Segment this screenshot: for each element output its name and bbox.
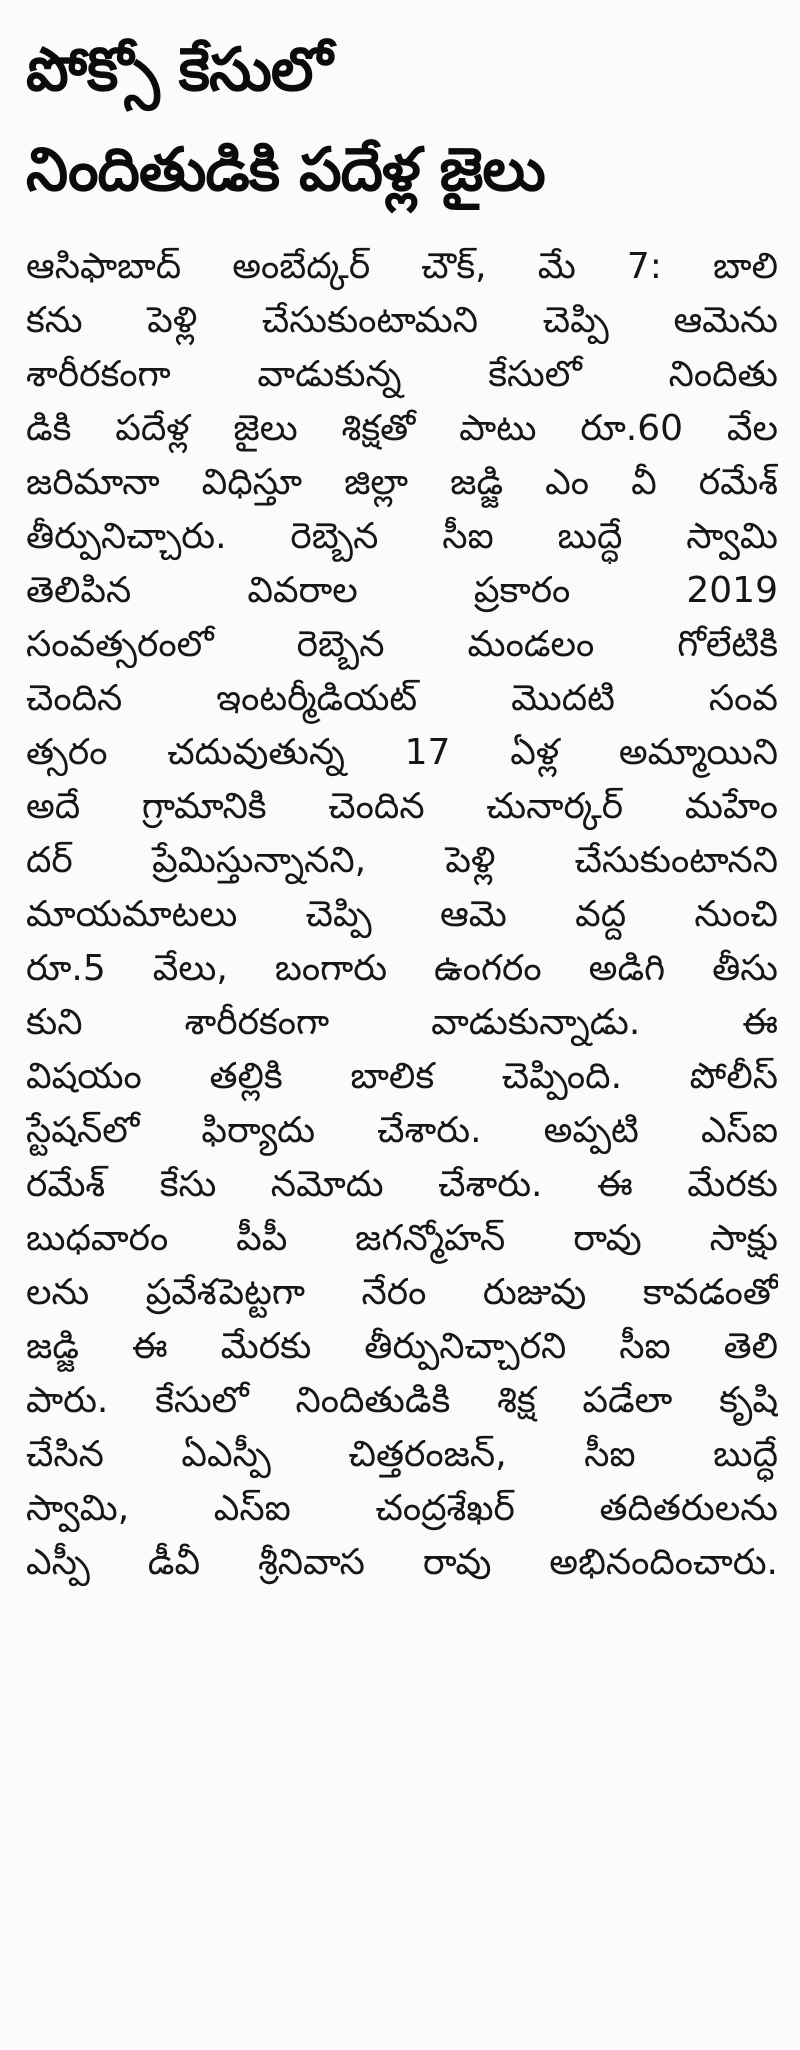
body-line-20: లను ప్రవేశపెట్టగా నేరం రుజువు కావడంతో xyxy=(26,1272,778,1313)
body-line-1: ఆసిఫాబాద్ అంబేద్కర్ చౌక్, మే 7: బాలి xyxy=(26,246,778,287)
body-line-4: డికి పదేళ్ల జైలు శిక్షతో పాటు రూ.60 వేల xyxy=(26,408,778,449)
body-line-21: జడ్జి ఈ మేరకు తీర్పునిచ్చారని సీఐ తెలి xyxy=(26,1326,778,1367)
body-line-3: శారీరకంగా వాడుకున్న కేసులో నిందితు xyxy=(26,354,778,395)
body-line-12: దర్ ప్రేమిస్తున్నానని, పెళ్లి చేసుకుంటానని xyxy=(26,840,778,881)
body-line-5: జరిమానా విధిస్తూ జిల్లా జడ్జి ఎం వీ రమేశ్ xyxy=(26,462,778,503)
body-line-24: స్వామి, ఎస్ఐ చంద్రశేఖర్ తదితరులను xyxy=(26,1488,778,1529)
headline-line-1: పోక్సో కేసులో xyxy=(26,35,332,105)
body-line-8: సంవత్సరంలో రెబ్బెన మండలం గోలేటికి xyxy=(26,624,778,665)
body-line-25: ఎస్పీ డీవీ శ్రీనివాస రావు అభినందించారు. xyxy=(26,1542,778,1583)
body-line-19: బుధవారం పీపీ జగన్మోహన్ రావు సాక్షు xyxy=(26,1218,778,1259)
headline xyxy=(26,20,778,220)
body-line-15: కుని శారీరకంగా వాడుకున్నాడు. ఈ xyxy=(26,1002,778,1043)
body-line-10: త్సరం చదువుతున్న 17 ఏళ్ల అమ్మాయిని xyxy=(26,732,778,773)
body-line-14: రూ.5 వేలు, బంగారు ఉంగరం అడిగి తీసు xyxy=(26,948,778,989)
body-line-22: పారు. కేసులో నిందితుడికి శిక్ష పడేలా కృషి xyxy=(26,1380,778,1421)
article-body xyxy=(26,240,778,1590)
body-line-23: చేసిన ఏఎస్పీ చిత్తరంజన్, సీఐ బుద్ధే xyxy=(26,1434,778,1475)
body-line-9: చెందిన ఇంటర్మీడియట్ మొదటి సంవ xyxy=(26,678,778,719)
body-line-2: కను పెళ్లి చేసుకుంటామని చెప్పి ఆమెను xyxy=(26,300,778,341)
body-line-16: విషయం తల్లికి బాలిక చెప్పింది. పోలీస్ xyxy=(26,1056,778,1097)
body-line-18: రమేశ్ కేసు నమోదు చేశారు. ఈ మేరకు xyxy=(26,1164,778,1205)
body-line-6: తీర్పునిచ్చారు. రెబ్బెన సీఐ బుద్ధే స్వామి xyxy=(26,516,778,557)
body-line-17: స్టేషన్‌లో ఫిర్యాదు చేశారు. అప్పటి ఎస్ఐ xyxy=(26,1110,778,1151)
body-line-13: మాయమాటలు చెప్పి ఆమె వద్ద నుంచి xyxy=(26,894,778,935)
headline-line-2: నిందితుడికి పదేళ్ల జైలు xyxy=(26,135,545,205)
body-line-7: తెలిపిన వివరాల ప్రకారం 2019 xyxy=(26,570,778,611)
body-line-11: అదే గ్రామానికి చెందిన చునార్కర్ మహేం xyxy=(26,786,778,827)
